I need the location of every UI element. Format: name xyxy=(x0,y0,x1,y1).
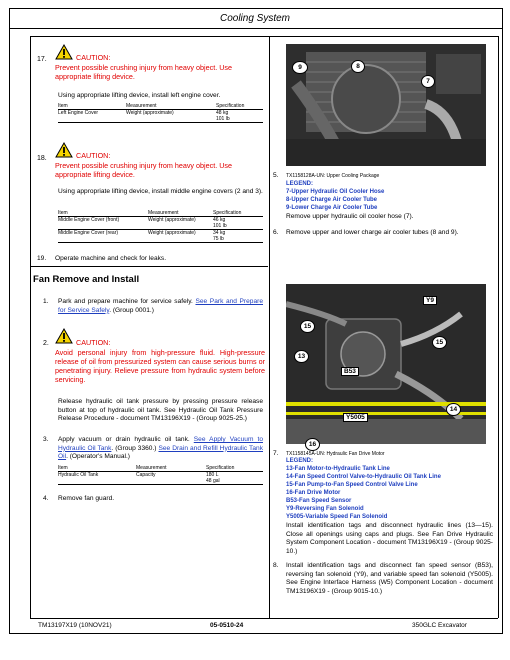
step-8-number: 8. xyxy=(273,562,279,569)
step-7-text: Install identification tags and disconnect hydraulic lines (13—15). Close all openings using caps and plugs. See Fan Drive Hydraulic System Component Location - document TM13196X19 - (Group 9025-10.) xyxy=(286,522,493,555)
caution-warning-icon xyxy=(55,328,73,344)
callout-14: 14 xyxy=(446,403,461,416)
right-margin-rule xyxy=(498,36,499,618)
figure-1-caption: TX1158128A-UN: Upper Cooling Package xyxy=(286,173,380,179)
legend-item: 8-Upper Charge Air Cooler Tube xyxy=(286,197,378,203)
step-17-caution-label: CAUTION: xyxy=(76,53,111,62)
apply-vacuum-link[interactable]: See Apply Vacuum to Hydraulic Oil Tank xyxy=(58,436,263,452)
step-3-spec-table: Item Measurement Specification Hydraulic Oil Tank Capacity 180 L 48 gal xyxy=(58,465,263,485)
footer-page-number: 05-0510-24 xyxy=(210,622,244,629)
content-bottom-rule xyxy=(30,618,498,619)
step-18-warning: Prevent possible crushing injury from heavy object. Use appropriate lifting device. xyxy=(55,161,232,179)
callout-9: 9 xyxy=(292,61,308,74)
step-1-number: 1. xyxy=(43,298,49,305)
park-prepare-link[interactable]: See Park and Prepare for Service Safely xyxy=(58,298,263,314)
step-19-text: Operate machine and check for leaks. xyxy=(55,255,167,262)
figure-1-legend-title: LEGEND: xyxy=(286,181,313,187)
step-2-number: 2. xyxy=(43,340,49,347)
callout-16: 16 xyxy=(305,438,320,451)
step-5-text: Remove upper hydraulic oil cooler hose (7). xyxy=(286,213,414,220)
step-17-spec-table: Item Measurement Specification Left Engine Cover Weight (approximate) 48 kg 101 lb xyxy=(58,103,263,123)
step-6-number: 6. xyxy=(273,229,279,236)
footer-model: 350GLC Excavator xyxy=(412,622,467,629)
callout-13: 13 xyxy=(294,350,309,363)
legend-item: 13-Fan Motor-to-Hydraulic Tank Line xyxy=(286,466,390,472)
step-18-caution-label: CAUTION: xyxy=(76,151,111,160)
legend-item: 9-Lower Charge Air Cooler Tube xyxy=(286,205,378,211)
step-18-spec-table: Item Measurement Specification Middle Engine Cover (front) Weight (approximate) 46 kg 101 lb Middle Engine Cover (rear) Weight (approximate) 34 kg 75 lb xyxy=(58,210,263,243)
left-margin-rule xyxy=(30,36,31,618)
step-3-number: 3. xyxy=(43,436,49,443)
figure-2-caption: TX1158145A-UN: Hydraulic Fan Drive Motor xyxy=(286,451,385,457)
legend-item: Y5005-Variable Speed Fan Solenoid xyxy=(286,514,388,520)
legend-item: 15-Fan Pump-to-Fan Speed Control Valve Line xyxy=(286,482,418,488)
content-top-rule xyxy=(30,36,498,37)
step-17-warning: Prevent possible crushing injury from heavy object. Use appropriate lifting device. xyxy=(55,63,232,81)
page-title: Cooling System xyxy=(219,13,291,24)
callout-15: 15 xyxy=(300,320,315,333)
step-18-instruction: Using appropriate lifting device, install middle engine covers (2 and 3). xyxy=(58,188,263,195)
label-y9: Y9 xyxy=(423,296,437,305)
callout-7: 7 xyxy=(421,75,435,88)
step-19-number: 19. xyxy=(37,255,47,262)
callout-8: 8 xyxy=(351,60,365,73)
step-6-text: Remove upper and lower charge air cooler tubes (8 and 9). xyxy=(286,229,459,236)
step-2-caution-label: CAUTION: xyxy=(76,338,111,347)
legend-item: 16-Fan Drive Motor xyxy=(286,490,341,496)
step-3-text: Apply vacuum or drain hydraulic oil tank. See Apply Vacuum to Hydraulic Oil Tank. (Group 3360.) See Drain and Refill Hydraulic Tank Oil. (Operator's Manual.) xyxy=(58,436,263,461)
step-17-instruction: Using appropriate lifting device, install left engine cover. xyxy=(58,92,221,99)
step-4-text: Remove fan guard. xyxy=(58,495,115,502)
section-divider xyxy=(30,266,268,267)
step-1-text: Park and prepare machine for service safely. See Park and Prepare for Service Safely. (Group 0001.) xyxy=(58,298,263,314)
hydraulic-fan-drive-motor-photo xyxy=(286,284,486,444)
footer-document-id: TM13197X19 (10NOV21) xyxy=(38,622,112,629)
section-title: Fan Remove and Install xyxy=(33,274,140,285)
header-rule xyxy=(9,28,502,29)
step-18-number: 18. xyxy=(37,155,47,162)
step-5-number: 5. xyxy=(273,172,279,179)
step-4-number: 4. xyxy=(43,495,49,502)
legend-item: 14-Fan Speed Control Valve-to-Hydraulic Oil Tank Line xyxy=(286,474,441,480)
legend-item: 7-Upper Hydraulic Oil Cooler Hose xyxy=(286,189,385,195)
legend-item: B53-Fan Speed Sensor xyxy=(286,498,352,504)
step-8-text: Install identification tags and disconnect fan speed sensor (B53), reversing fan solenoid (Y9), and variable speed fan solenoid (Y5005). See Engine Interface Harness (W5) Component Location - document TM13196X19 - (Group 9015-10.) xyxy=(286,562,493,595)
step-17-number: 17. xyxy=(37,56,47,63)
figure-2-legend-title: LEGEND: xyxy=(286,458,313,464)
callout-15: 15 xyxy=(432,336,447,349)
caution-warning-icon xyxy=(55,44,73,60)
step-2-text: Release hydraulic oil tank pressure by pressing pressure release button at top of hydraulic oil tank. See Hydraulic Oil Tank Pressure Release Procedure - document TM13196X19 - (Group 9025-25.) xyxy=(58,398,263,423)
step-2-warning: Avoid personal injury from high-pressure fluid. High-pressure release of oil from pressurized system can cause serious burns or penetrating injury. Relieve pressure from hydraulic system before servicing. xyxy=(55,348,265,384)
upper-cooling-package-photo xyxy=(286,44,486,166)
label-y5005: Y5005 xyxy=(343,413,368,422)
drain-refill-link[interactable]: See Drain and Refill Hydraulic Tank Oil xyxy=(58,444,263,461)
step-7-number: 7. xyxy=(273,450,279,457)
legend-item: Y9-Reversing Fan Solenoid xyxy=(286,506,364,512)
label-b53: B53 xyxy=(341,367,359,376)
caution-warning-icon xyxy=(55,142,73,158)
column-divider xyxy=(269,36,270,618)
